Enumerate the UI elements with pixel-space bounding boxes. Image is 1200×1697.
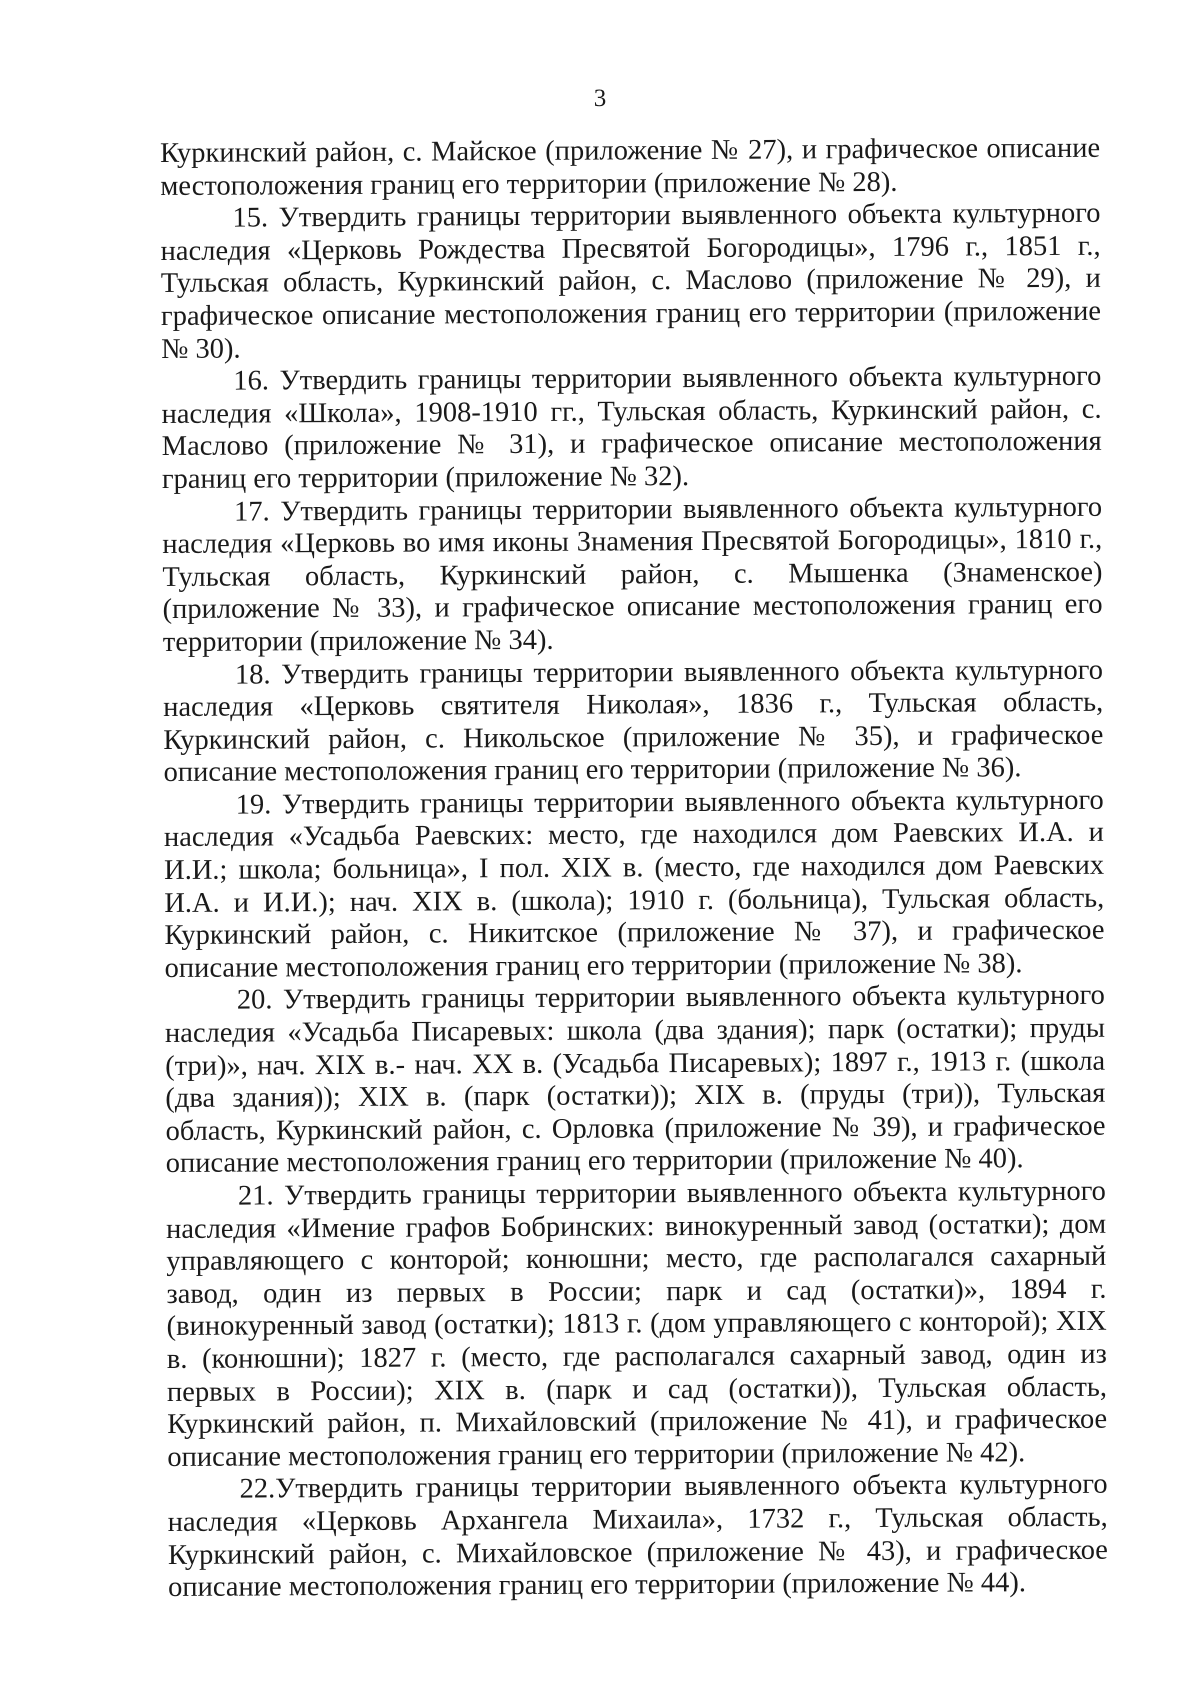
paragraph-item-17: 17. Утвердить границы территории выявленного объекта культурного наследия «Церковь во имя иконы Знамения Пресвятой Богородицы», 1810 г., Тульская область, Куркинский район, с. Мышенка (Знаменское) (приложение № 33), и графическое описание местоположения границ его территории (приложение № 34). <box>162 491 1103 658</box>
paragraph-item-22: 22.Утвердить границы территории выявленного объекта культурного наследия «Церковь Архангела Михаила», 1732 г., Тульская область, Куркинский район, с. Михайловское (приложение № 43), и графическое описание местоположения границ его территории (приложение № 44). <box>167 1469 1108 1604</box>
paragraph-continuation: Куркинский район, с. Майское (приложение № 27), и графическое описание местоположения границ его территории (приложение № 28). <box>160 132 1101 202</box>
paragraph-item-15: 15. Утвердить границы территории выявленного объекта культурного наследия «Церковь Рождества Пресвятой Богородицы», 1796 г., 1851 г., Тульская область, Куркинский район, с. Маслово (приложение № 29), и графическое описание местоположения границ его территории (приложение № 30). <box>160 197 1102 365</box>
paragraph-item-19: 19. Утвердить границы территории выявленного объекта культурного наследия «Усадьба Раевских: место, где находился дом Раевских И.А. и И.И.; школа; больница», I пол. XIX в. (место, где находился дом Раевских И.А. и И.И.); нач. XIX в. (школа); 1910 г. (больница), Тульская область, Куркинский район, с. Никитское (приложение № 37), и графическое описание местоположения границ его территории (приложение № 38). <box>163 784 1105 984</box>
document-body <box>160 133 1108 1605</box>
paragraph-item-16: 16. Утвердить границы территории выявленного объекта культурного наследия «Школа», 1908-1910 гг., Тульская область, Куркинский район, с. Маслово (приложение № 31), и графическое описание местоположения границ его территории (приложение № 32). <box>161 360 1102 495</box>
page-number: 3 <box>593 85 607 112</box>
paragraph-item-18: 18. Утвердить границы территории выявленного объекта культурного наследия «Церковь святителя Николая», 1836 г., Тульская область, Куркинский район, с. Никольское (приложение № 35), и графическое описание местоположения границ его территории (приложение № 36). <box>163 654 1104 789</box>
paragraph-item-20: 20. Утвердить границы территории выявленного объекта культурного наследия «Усадьба Писаревых: школа (два здания); парк (остатки); пруды (три)», нач. XIX в.- нач. XX в. (Усадьба Писаревых); 1897 г., 1913 г. (школа (два здания)); XIX в. (парк (остатки)); XIX в. (пруды (три)), Тульская область, Куркинский район, с. Орловка (приложение № 39), и графическое описание местоположения границ его территории (приложение № 40). <box>164 980 1106 1180</box>
paragraph-item-21: 21. Утвердить границы территории выявленного объекта культурного наследия «Имение графов Бобринских: винокуренный завод (остатки); дом управляющего с конторой; конюшни; место, где располагался сахарный завод, один из первых в России; парк и сад (остатки)», 1894 г. (винокуренный завод (остатки); 1813 г. (дом управляющего с конторой); XIX в. (конюшни); 1827 г. (место, где располагался сахарный завод, один из первых в России); XIX в. (парк и сад (остатки)), Тульская область, Куркинский район, п. Михайловский (приложение № 41), и графическое описание местоположения границ его территории (приложение № 42). <box>166 1175 1108 1473</box>
